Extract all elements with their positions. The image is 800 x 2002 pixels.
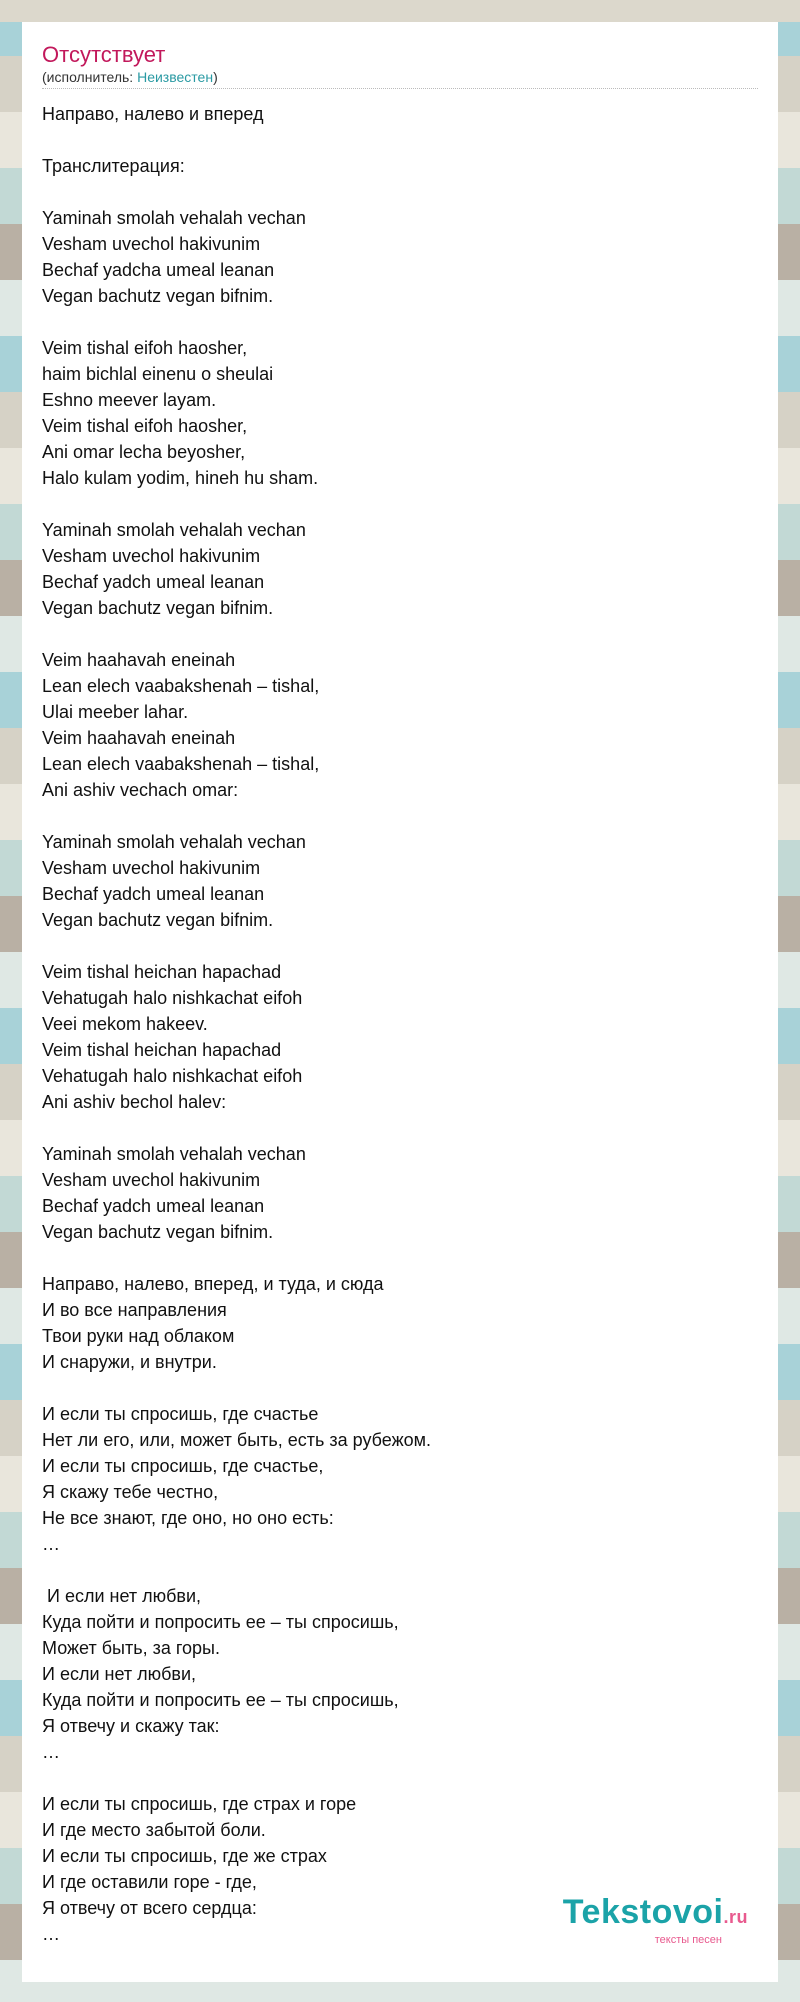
lyrics-blank-line xyxy=(42,1557,758,1583)
lyrics-line: Ulai meeber lahar. xyxy=(42,702,189,722)
lyrics-line: Vehatugah halo nishkachat eifoh xyxy=(42,1066,303,1086)
artist-link[interactable]: Неизвестен xyxy=(137,69,214,85)
lyrics-line: Ani omar lecha beyosher, xyxy=(42,442,246,462)
lyrics-blank-line xyxy=(42,1115,758,1141)
lyrics-line: Я скажу тебе честно, xyxy=(42,1482,219,1502)
lyrics-line: Я отвечу и скажу так: xyxy=(42,1716,220,1736)
lyrics-blank-line xyxy=(42,309,758,335)
lyrics-blank-line xyxy=(42,803,758,829)
lyrics-line: Veim tishal eifoh haosher, xyxy=(42,416,248,436)
artist-line xyxy=(42,68,758,89)
lyrics-line: Ani ashiv bechol halev: xyxy=(42,1092,227,1112)
lyrics-line: Твои руки над облаком xyxy=(42,1326,235,1346)
lyrics-line: Vegan bachutz vegan bifnim. xyxy=(42,910,274,930)
lyrics-line: … xyxy=(42,1534,60,1554)
lyrics-line: Vesham uvechol hakivunim xyxy=(42,234,261,254)
lyrics-line: Veim haahavah eneinah xyxy=(42,728,236,748)
lyrics-line: haim bichlal einenu o sheulai xyxy=(42,364,274,384)
lyrics-blank-line xyxy=(42,621,758,647)
lyrics-blank-line xyxy=(42,933,758,959)
lyrics-line: Eshno meever layam. xyxy=(42,390,217,410)
lyrics-blank-line xyxy=(42,1375,758,1401)
lyrics-line: Куда пойти и попросить ее – ты спросишь, xyxy=(42,1612,399,1632)
lyrics-line: Veim tishal eifoh haosher, xyxy=(42,338,248,358)
lyrics-card xyxy=(22,22,778,1982)
lyrics-line: Vesham uvechol hakivunim xyxy=(42,858,261,878)
artist-prefix: (исполнитель: xyxy=(42,69,138,85)
lyrics-line: И где место забытой боли. xyxy=(42,1820,266,1840)
lyrics-blank-line xyxy=(42,1245,758,1271)
lyrics-line: Bechaf yadch umeal leanan xyxy=(42,572,265,592)
lyrics-line: Bechaf yadch umeal leanan xyxy=(42,1196,265,1216)
lyrics-line: Bechaf yadcha umeal leanan xyxy=(42,260,275,280)
lyrics-line: И где оставили горе - где, xyxy=(42,1872,257,1892)
lyrics-line: Lean elech vaabakshenah – tishal, xyxy=(42,676,320,696)
lyrics-line: Vehatugah halo nishkachat eifoh xyxy=(42,988,303,1008)
lyrics-line: Vegan bachutz vegan bifnim. xyxy=(42,286,274,306)
lyrics-line: Veim haahavah eneinah xyxy=(42,650,236,670)
lyrics-line: Направо, налево, вперед, и туда, и сюда xyxy=(42,1274,384,1294)
lyrics-line: И если ты спросишь, где счастье, xyxy=(42,1456,324,1476)
site-logo-tld: .ru xyxy=(723,1907,748,1927)
lyrics-blank-line xyxy=(42,491,758,517)
lyrics-blank-line xyxy=(42,1765,758,1791)
lyrics-line: Veim tishal heichan hapachad xyxy=(42,1040,282,1060)
site-logo-name xyxy=(563,1895,748,1934)
lyrics-line: И если ты спросишь, где счастье xyxy=(42,1404,319,1424)
lyrics-line: Я отвечу от всего сердца: xyxy=(42,1898,257,1918)
lyrics-blank-line xyxy=(42,179,758,205)
site-logo[interactable] xyxy=(563,1895,748,1946)
artist-suffix: ) xyxy=(213,69,218,85)
lyrics-line: Yaminah smolah vehalah vechan xyxy=(42,1144,306,1164)
lyrics-line: Vesham uvechol hakivunim xyxy=(42,546,261,566)
lyrics-line: Транслитерация: xyxy=(42,156,185,176)
lyrics-blank-line xyxy=(42,127,758,153)
lyrics-text xyxy=(42,101,758,1947)
lyrics-line: И во все направления xyxy=(42,1300,227,1320)
lyrics-line: Куда пойти и попросить ее – ты спросишь, xyxy=(42,1690,399,1710)
site-logo-word: Tekstovoi xyxy=(562,1893,724,1931)
lyrics-line: Направо, налево и вперед xyxy=(42,104,264,124)
lyrics-line: И снаружи, и внутри. xyxy=(42,1352,217,1372)
lyrics-line: Halo kulam yodim, hineh hu sham. xyxy=(42,468,319,488)
lyrics-line: … xyxy=(42,1742,60,1762)
lyrics-line: Yaminah smolah vehalah vechan xyxy=(42,832,306,852)
lyrics-line: Yaminah smolah vehalah vechan xyxy=(42,208,306,228)
lyrics-line: Lean elech vaabakshenah – tishal, xyxy=(42,754,320,774)
lyrics-line: И если ты спросишь, где страх и горе xyxy=(42,1794,357,1814)
lyrics-line: И если нет любви, xyxy=(42,1586,202,1606)
lyrics-line: Vegan bachutz vegan bifnim. xyxy=(42,1222,274,1242)
lyrics-line: Bechaf yadch umeal leanan xyxy=(42,884,265,904)
lyrics-line: Ani ashiv vechach omar: xyxy=(42,780,239,800)
site-logo-tagline: тексты песен xyxy=(654,1934,722,1946)
lyrics-line: Veim tishal heichan hapachad xyxy=(42,962,282,982)
lyrics-line: И если ты спросишь, где же страх xyxy=(42,1846,327,1866)
background-top-strip xyxy=(0,0,800,22)
lyrics-line: Vegan bachutz vegan bifnim. xyxy=(42,598,274,618)
lyrics-line: Нет ли его, или, может быть, есть за рубежом. xyxy=(42,1430,432,1450)
lyrics-line: Vesham uvechol hakivunim xyxy=(42,1170,261,1190)
lyrics-line: Не все знают, где оно, но оно есть: xyxy=(42,1508,334,1528)
lyrics-line: Yaminah smolah vehalah vechan xyxy=(42,520,306,540)
lyrics-line: И если нет любви, xyxy=(42,1664,197,1684)
lyrics-line: Может быть, за горы. xyxy=(42,1638,220,1658)
song-title: Отсутствует xyxy=(42,42,166,67)
lyrics-line: Veei mekom hakeev. xyxy=(42,1014,208,1034)
lyrics-line: … xyxy=(42,1924,60,1944)
